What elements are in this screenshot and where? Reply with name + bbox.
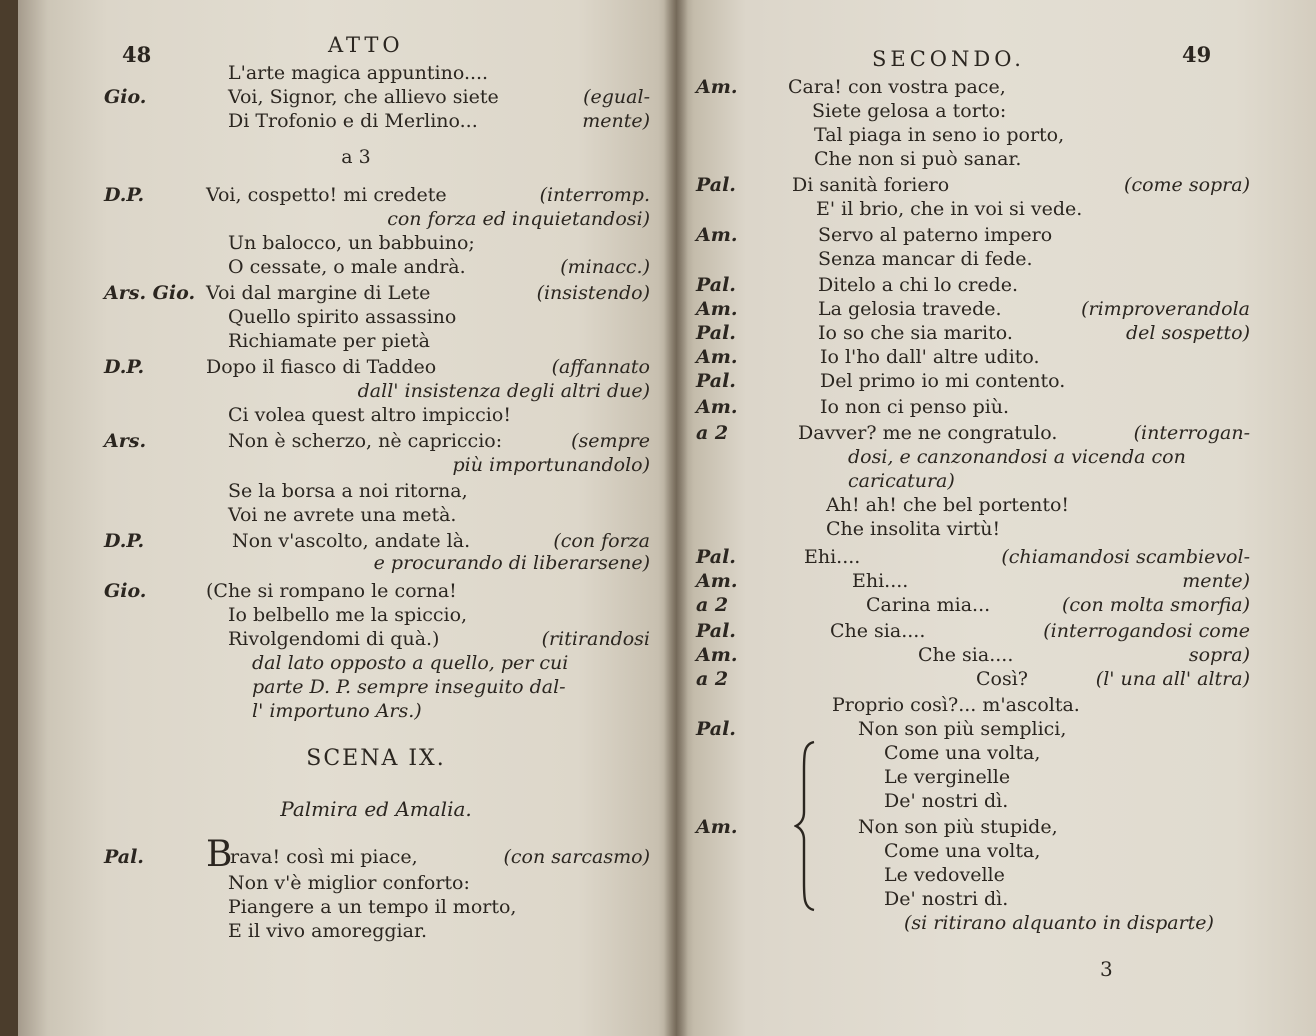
speaker-label: D.P. <box>104 356 145 378</box>
verse-line: Se la borsa a noi ritorna, <box>228 480 468 502</box>
verse-line: Voi, Signor, che allievo siete <box>228 86 499 108</box>
verse-line: O cessate, o male andrà. <box>228 256 466 278</box>
stage-direction: l' importuno Ars.) <box>252 700 422 722</box>
stage-direction: più importunandolo) <box>452 454 650 476</box>
stage-direction: (con molta smorfia) <box>1061 594 1250 616</box>
verse-line: De' nostri dì. <box>884 888 1009 910</box>
stage-direction: parte D. P. sempre inseguito dal- <box>252 676 566 698</box>
stage-direction: del sospetto) <box>1126 322 1250 344</box>
verse-brace-icon <box>794 740 818 912</box>
verse-line: Cara! con vostra pace, <box>788 76 1006 98</box>
speaker-label: Am. <box>696 396 738 418</box>
scene-heading: SCENA IX. <box>306 746 446 771</box>
speaker-label: Pal. <box>696 620 736 642</box>
verse-line: Voi ne avrete una metà. <box>228 504 457 526</box>
verse-line: Di sanità foriero <box>792 174 950 196</box>
scene-characters: Palmira ed Amalia. <box>280 797 472 821</box>
verse-line: La gelosia travede. <box>818 298 1002 320</box>
page-number-left: 48 <box>122 42 152 67</box>
stage-direction: (minacc.) <box>560 256 650 278</box>
stage-direction: (con forza <box>553 530 650 552</box>
verse-line: Ah! ah! che bel portento! <box>826 494 1070 516</box>
speaker-label: Pal. <box>696 274 736 296</box>
verse-line: Siete gelosa a torto: <box>812 100 1007 122</box>
speaker-label: Pal. <box>696 718 736 740</box>
speaker-label: Gio. <box>104 86 147 108</box>
speaker-label: Pal. <box>696 546 736 568</box>
verse-line: (Che si rompano le corna! <box>206 580 457 602</box>
verse-line: Ehi.... <box>804 546 861 568</box>
stage-direction: (interrogan- <box>1133 422 1250 444</box>
stage-direction: dal lato opposto a quello, per cui <box>252 652 569 674</box>
verse-line: E' il brio, che in voi si vede. <box>816 198 1083 220</box>
stage-direction: e procurando di liberarsene) <box>373 552 650 574</box>
verse-line: Come una volta, <box>884 742 1041 764</box>
verse-line: Proprio così?... m'ascolta. <box>832 694 1080 716</box>
verse-line: Quello spirito assassino <box>228 306 457 328</box>
speaker-label: a 2 <box>696 668 729 690</box>
verse-line: Rivolgendomi di quà.) <box>228 628 440 650</box>
speaker-label: Ars. Gio. <box>104 282 196 304</box>
running-header-right: SECONDO. <box>872 47 1025 71</box>
stage-direction: (interrogandosi come <box>1043 620 1250 642</box>
speaker-label: Pal. <box>696 370 736 392</box>
speaker-label: Am. <box>696 644 738 666</box>
stage-direction: (sempre <box>571 430 650 452</box>
stage-direction: dosi, e canzonandosi a vicenda con <box>848 446 1186 468</box>
speaker-label: Pal. <box>696 174 736 196</box>
speaker-label: Pal. <box>104 846 144 868</box>
verse-line: Servo al paterno impero <box>818 224 1053 246</box>
speaker-label: D.P. <box>104 184 145 206</box>
page-number-right: 49 <box>1182 42 1212 67</box>
verse-line: Voi dal margine di Lete <box>206 282 431 304</box>
stage-direction: caricatura) <box>848 470 955 492</box>
stage-direction: dall' insistenza degli altri due) <box>357 380 650 402</box>
verse-line: Del primo io mi contento. <box>820 370 1066 392</box>
stage-direction: sopra) <box>1188 644 1250 666</box>
verse-line: Che non si può sanar. <box>814 148 1022 170</box>
verse-line: Non v'ascolto, andate là. <box>232 530 471 552</box>
verse-line: Io belbello me la spiccio, <box>228 604 468 626</box>
verse-line: Come una volta, <box>884 840 1041 862</box>
verse-line: Non v'è miglior conforto: <box>228 872 470 894</box>
verse-line: Ehi.... <box>852 570 909 592</box>
verse-line: E il vivo amoreggiar. <box>228 920 427 942</box>
speaker-label: Pal. <box>696 322 736 344</box>
stage-direction: con forza ed inquietandosi) <box>387 208 650 230</box>
verse-line: Carina mia... <box>866 594 991 616</box>
speaker-label: Am. <box>696 346 738 368</box>
verse-line: Io so che sia marito. <box>818 322 1013 344</box>
stage-direction: mente) <box>582 110 650 132</box>
book-gutter <box>664 0 688 1036</box>
verse-line: Le verginelle <box>884 766 1011 788</box>
verse-line: Tal piaga in seno io porto, <box>814 124 1065 146</box>
verse-line: Io non ci penso più. <box>820 396 1010 418</box>
speaker-label: Ars. <box>104 430 147 452</box>
verse-line: De' nostri dì. <box>884 790 1009 812</box>
verse-line: Dopo il fiasco di Taddeo <box>206 356 437 378</box>
verse-line: Non son più semplici, <box>858 718 1067 740</box>
running-header-left: ATTO <box>328 33 404 57</box>
speaker-label: a 2 <box>696 594 729 616</box>
stage-direction: (insistendo) <box>536 282 650 304</box>
verse-line: Che sia.... <box>918 644 1014 666</box>
verse-line: Ci volea quest altro impiccio! <box>228 404 511 426</box>
verse-line: Non è scherzo, nè capriccio: <box>228 430 503 452</box>
verse-line: Davver? me ne congratulo. <box>798 422 1058 444</box>
signature-mark: 3 <box>1100 957 1113 981</box>
speaker-label: D.P. <box>104 530 145 552</box>
drop-cap: B <box>206 834 233 875</box>
verse-line: a 3 <box>341 146 371 168</box>
speaker-label: Gio. <box>104 580 147 602</box>
verse-line: Non son più stupide, <box>858 816 1058 838</box>
stage-direction: (affannato <box>551 356 650 378</box>
verse-line: Io l'ho dall' altre udito. <box>820 346 1040 368</box>
verse-line: Un balocco, un babbuino; <box>228 232 475 254</box>
stage-direction: (chiamandosi scambievol- <box>1001 546 1250 568</box>
verse-line: L'arte magica appuntino.... <box>228 62 489 84</box>
speaker-label: Am. <box>696 298 738 320</box>
verse-line: Che sia.... <box>830 620 926 642</box>
verse-line: Senza mancar di fede. <box>818 248 1033 270</box>
verse-line: Piangere a un tempo il morto, <box>228 896 517 918</box>
stage-direction: (rimproverandola <box>1081 298 1250 320</box>
speaker-label: Am. <box>696 570 738 592</box>
stage-direction: (si ritirano alquanto in disparte) <box>904 912 1214 934</box>
verse-line: Ditelo a chi lo crede. <box>818 274 1019 296</box>
stage-direction: (come sopra) <box>1124 174 1250 196</box>
speaker-label: Am. <box>696 816 738 838</box>
stage-direction: (l' una all' altra) <box>1095 668 1250 690</box>
verse-line: Le vedovelle <box>884 864 1005 886</box>
speaker-label: Am. <box>696 76 738 98</box>
verse-line: Voi, cospetto! mi credete <box>206 184 447 206</box>
stage-direction: (ritirandosi <box>541 628 650 650</box>
verse-line: Richiamate per pietà <box>228 330 430 352</box>
verse-line: Di Trofonio e di Merlino... <box>228 110 478 132</box>
speaker-label: Am. <box>696 224 738 246</box>
stage-direction: (con sarcasmo) <box>503 846 650 868</box>
verse-line: Così? <box>976 668 1028 690</box>
speaker-label: a 2 <box>696 422 729 444</box>
stage-direction: (egual- <box>583 86 650 108</box>
verse-line: rava! così mi piace, <box>230 846 418 868</box>
stage-direction: (interromp. <box>539 184 650 206</box>
verse-line: Che insolita virtù! <box>826 518 1001 540</box>
stage-direction: mente) <box>1182 570 1250 592</box>
